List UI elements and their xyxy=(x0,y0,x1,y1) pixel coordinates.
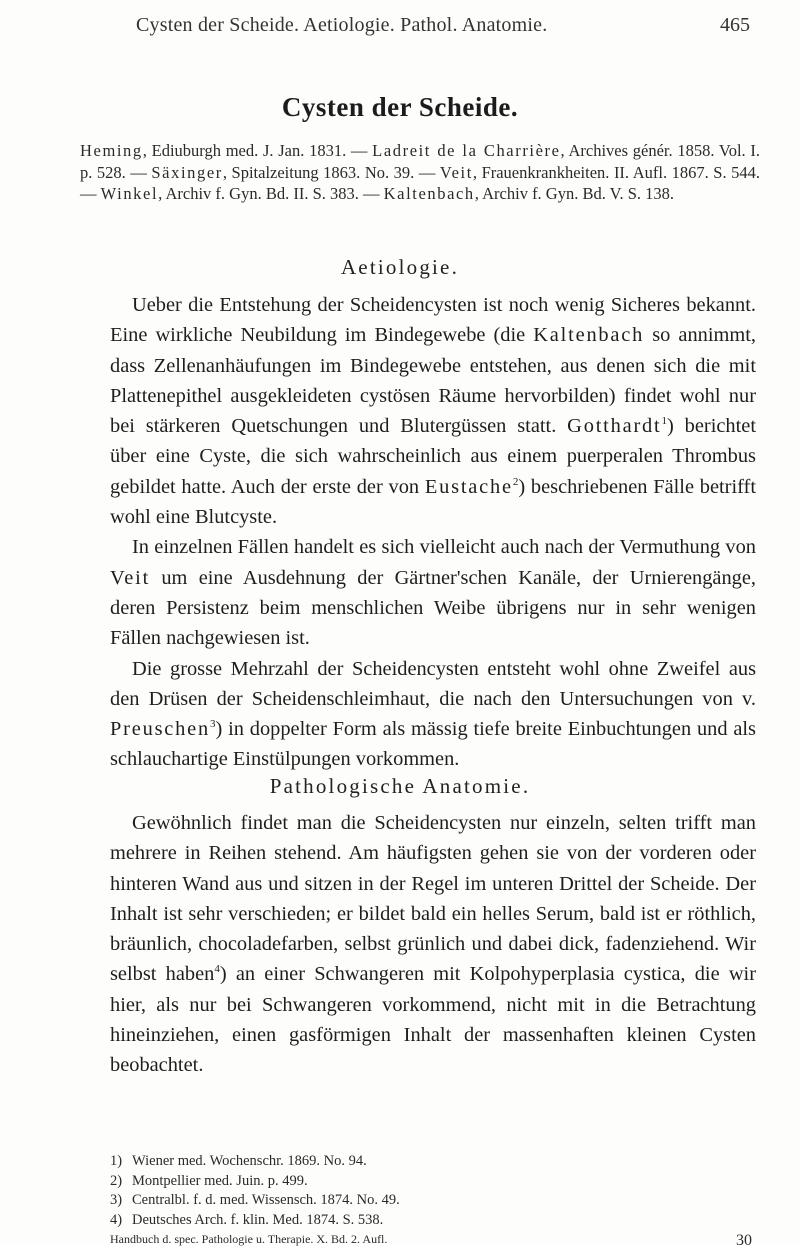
text-run: so annimmt, dass Zellenanhäufungen im Bindegewebe entstehen, aus denen sich die mit Plattenepithel ausgekleideten cystösen Räume hervorbilden) findet wohl nur bei stärkeren Quetschungen und Blutergüssen statt. xyxy=(110,324,756,438)
paragraph xyxy=(110,532,756,653)
author-name: Preuschen xyxy=(110,718,211,741)
pathologie-section xyxy=(110,808,756,1081)
imprint-line xyxy=(110,1230,756,1250)
subheading-pathologische-anatomie: Pathologische Anatomie. xyxy=(269,774,531,798)
footnote-marker: 1 xyxy=(661,415,668,428)
reference-text: , Spitalzeitung 1863. No. 39. — xyxy=(222,162,440,182)
reference-text: , Ediuburgh med. J. Jan. 1831. — xyxy=(142,141,373,160)
footnote-text: Centralbl. f. d. med. Wissensch. 1874. No. 49. xyxy=(132,1192,400,1208)
reference-author: Winkel xyxy=(100,184,159,203)
footnote-marker: 3 xyxy=(210,718,216,731)
page-number: 465 xyxy=(720,14,750,36)
reference-text: , Frauenkrankheiten. II. Aufl. 1867. S. 544. — xyxy=(80,162,761,203)
author-name: Kaltenbach xyxy=(533,324,645,347)
reference-author: Heming xyxy=(80,141,143,160)
text-run: Die grosse Mehrzahl der Scheidencysten entsteht wohl ohne Zweifel aus den Drüsen der Scheidenschleimhaut, die nach den Untersuchungen von v. xyxy=(110,657,756,710)
text-run: ) an einer Schwangeren mit Kolpohyperplasia cystica, die wir hier, als nur bei Schwangeren vorkommend, nicht mit in die Betrachtung hineinziehen, einen gasförmigen Inhalt der massenhaften kleinen Cysten beobachtet. xyxy=(110,963,756,1077)
footnote-number: 3) xyxy=(110,1192,123,1208)
footnote-text: Deutsches Arch. f. klin. Med. 1874. S. 538. xyxy=(132,1211,384,1228)
text-run: ) beschriebenen Fälle betrifft wohl eine Blutcyste. xyxy=(110,475,757,529)
paragraph xyxy=(110,290,756,532)
paragraph xyxy=(110,654,756,775)
subheading-aetiologie: Aetiologie. xyxy=(340,255,460,279)
footnote xyxy=(110,1191,756,1211)
footnote-text: Wiener med. Wochenschr. 1869. No. 94. xyxy=(132,1153,367,1169)
footnote-marker: 4 xyxy=(214,963,220,976)
text-run: ) in doppelter Form als mässig tiefe breite Einbuchtungen und als schlauchartige Einstülpungen vorkommen. xyxy=(110,718,756,771)
footnotes xyxy=(110,1152,756,1250)
author-name: Eustache xyxy=(424,475,513,498)
reference-text: , Archiv f. Gyn. Bd. V. S. 138. xyxy=(474,184,675,203)
reference-author: Säxinger xyxy=(151,162,223,182)
footnote-number: 2) xyxy=(110,1172,123,1189)
footnote xyxy=(110,1172,756,1192)
reference-author: Veit xyxy=(439,162,473,182)
footnote xyxy=(110,1211,756,1231)
text-run: Ueber die Entstehung der Scheidencysten ist noch wenig Sicheres bekannt. Eine wirkliche Neubildung im Bindegewebe (die xyxy=(110,294,756,347)
text-run: um eine Ausdehnung der Gärtner'schen Kanäle, der Urnierengänge, deren Persistenz beim menschlichen Weibe übrigens nur in sehr wenigen Fällen nachgewiesen ist. xyxy=(110,566,756,650)
footnote-marker: 2 xyxy=(512,475,519,488)
reference-author: Kaltenbach xyxy=(383,184,475,203)
literature-references xyxy=(80,140,760,205)
reference-author: Ladreit de la Charrière xyxy=(372,141,561,160)
footnote-number: 1) xyxy=(110,1153,123,1169)
signature-mark: 30 xyxy=(736,1232,752,1249)
aetiologie-section xyxy=(110,290,756,775)
footnote-text: Montpellier med. Juin. p. 499. xyxy=(132,1172,308,1189)
text-run: In einzelnen Fällen handelt es sich vielleicht auch nach der Vermuthung von xyxy=(132,536,756,559)
section-title: Cysten der Scheide. xyxy=(281,92,519,122)
reference-text: , Archives génér. 1858. Vol. I. p. 528. — xyxy=(80,141,761,182)
text-run: Gewöhnlich findet man die Scheidencysten nur einzeln, selten trifft man mehrere in Reihen stehend. Am häufigsten gehen sie von der vorderen oder hinteren Wand aus und sitzen in der Regel im unteren Drittel der Scheide. Der Inhalt ist sehr verschieden; er bildet bald ein helles Serum, bald ist er röthlich, bräunlich, chocoladefarben, selbst grünlich und dabei dick, fadenziehend. Wir selbst haben xyxy=(110,812,756,986)
footnote xyxy=(110,1152,756,1172)
text-run: ) berichtet über eine Cyste, die sich wahrscheinlich aus einem puerperalen Thrombus gebildet hatte. Auch der erste der von xyxy=(110,415,757,498)
author-name: Gotthardt xyxy=(567,415,662,438)
footnote-number: 4) xyxy=(110,1211,123,1228)
running-head-title: Cysten der Scheide. Aetiologie. Pathol. Anatomie. xyxy=(136,14,548,36)
reference-text: , Archiv f. Gyn. Bd. II. S. 383. — xyxy=(158,184,384,203)
imprint-text: Handbuch d. spec. Pathologie u. Therapie. X. Bd. 2. Aufl. xyxy=(110,1232,388,1246)
author-name: Veit xyxy=(110,566,151,589)
paragraph xyxy=(110,808,756,1081)
